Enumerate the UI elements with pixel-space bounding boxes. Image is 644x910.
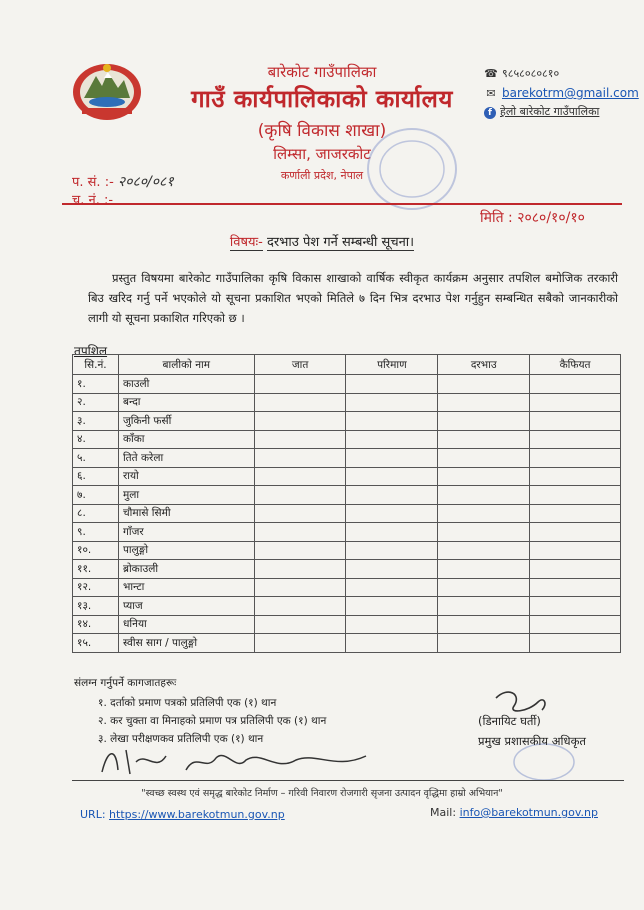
handwritten-note bbox=[96, 742, 386, 782]
phone-contact bbox=[484, 66, 559, 81]
envelope-icon: ✉ bbox=[486, 87, 496, 100]
row-serial: ६. bbox=[73, 467, 119, 486]
empty-cell bbox=[530, 375, 621, 394]
row-serial: ३. bbox=[73, 412, 119, 431]
facebook-link[interactable]: हेलो बारेकोट गाउँपालिका bbox=[500, 105, 600, 118]
table-row bbox=[73, 615, 621, 634]
empty-cell bbox=[530, 615, 621, 634]
row-crop-name: स्वीस साग / पालुङ्गो bbox=[118, 634, 254, 653]
footer-divider bbox=[72, 780, 624, 781]
empty-cell bbox=[530, 504, 621, 523]
office-location: लिम्सा, जाजरकोट bbox=[273, 145, 371, 163]
row-serial: २. bbox=[73, 393, 119, 412]
empty-cell bbox=[346, 467, 438, 486]
row-serial: ८. bbox=[73, 504, 119, 523]
attachment-item: ३. लेखा परीक्षणकव प्रतिलिपी एक (१) थान bbox=[98, 733, 264, 745]
empty-cell bbox=[438, 486, 530, 505]
table-row bbox=[73, 449, 621, 468]
empty-cell bbox=[530, 597, 621, 616]
empty-cell bbox=[254, 615, 346, 634]
empty-cell bbox=[530, 523, 621, 542]
table-row bbox=[73, 504, 621, 523]
row-crop-name: गाँजर bbox=[118, 523, 254, 542]
empty-cell bbox=[438, 541, 530, 560]
empty-cell bbox=[346, 430, 438, 449]
empty-cell bbox=[254, 412, 346, 431]
url-link[interactable]: https://www.barekotmun.gov.np bbox=[109, 808, 285, 821]
empty-cell bbox=[438, 523, 530, 542]
ps-label: प. सं. :- bbox=[72, 175, 114, 190]
website-url[interactable] bbox=[80, 808, 285, 821]
empty-cell bbox=[438, 375, 530, 394]
footer-mail[interactable] bbox=[430, 806, 598, 819]
row-crop-name: काँका bbox=[118, 430, 254, 449]
office-title: गाउँ कार्यपालिकाको कार्यालय bbox=[191, 85, 453, 113]
col-variety: जात bbox=[254, 355, 346, 375]
notice-body: प्रस्तुत विषयमा बारेकोट गाउँपालिका कृषि विकास शाखाको वार्षिक स्वीकृत कार्यक्रम अनुसार तपशिल बमोजिक तरकारी बिउ खरिद गर्नु पर्ने भएकोले यो सूचना प्रकाशित भएको मितिले ७ दिन भित्र दरभाउ पेश गर्नुहुन सम्बन्धित सबैको जानकारीको लागी यो सूचना प्रकाशित गरिएको छ । bbox=[88, 271, 618, 325]
table-row bbox=[73, 634, 621, 653]
phone-icon: ☎ bbox=[484, 67, 498, 80]
row-crop-name: रायो bbox=[118, 467, 254, 486]
row-serial: १०. bbox=[73, 541, 119, 560]
empty-cell bbox=[346, 393, 438, 412]
empty-cell bbox=[530, 486, 621, 505]
table-row bbox=[73, 393, 621, 412]
empty-cell bbox=[438, 393, 530, 412]
notice-date: मिति : २०८०/१०/१० bbox=[480, 210, 585, 226]
empty-cell bbox=[254, 634, 346, 653]
empty-cell bbox=[438, 578, 530, 597]
empty-cell bbox=[254, 541, 346, 560]
table-row bbox=[73, 486, 621, 505]
empty-cell bbox=[438, 467, 530, 486]
attachments-heading: संलग्न गर्नुपर्ने कागजातहरूः bbox=[74, 677, 177, 689]
empty-cell bbox=[254, 578, 346, 597]
empty-cell bbox=[438, 560, 530, 579]
col-quantity: परिमाण bbox=[346, 355, 438, 375]
row-crop-name: तिते करेला bbox=[118, 449, 254, 468]
empty-cell bbox=[346, 597, 438, 616]
items-table bbox=[72, 354, 621, 653]
email-contact[interactable] bbox=[484, 86, 639, 100]
table-header-row bbox=[73, 355, 621, 375]
subject-line bbox=[0, 232, 644, 250]
row-serial: १४. bbox=[73, 615, 119, 634]
empty-cell bbox=[438, 634, 530, 653]
col-serial: सि.नं. bbox=[73, 355, 119, 375]
row-crop-name: जुकिनी फर्सी bbox=[118, 412, 254, 431]
header-divider bbox=[62, 203, 622, 205]
municipality-name: बारेकोट गाउँपालिका bbox=[267, 63, 377, 81]
table-row bbox=[73, 375, 621, 394]
facebook-contact[interactable] bbox=[484, 104, 599, 119]
row-crop-name: प्याज bbox=[118, 597, 254, 616]
empty-cell bbox=[530, 467, 621, 486]
empty-cell bbox=[254, 504, 346, 523]
table-caption: तपशिल bbox=[74, 344, 108, 358]
signatory-title: प्रमुख प्रशासकीय अधिकृत bbox=[478, 734, 586, 748]
empty-cell bbox=[254, 467, 346, 486]
empty-cell bbox=[254, 449, 346, 468]
empty-cell bbox=[346, 412, 438, 431]
col-crop-name: बालीको नाम bbox=[118, 355, 254, 375]
empty-cell bbox=[346, 449, 438, 468]
url-label: URL: bbox=[80, 808, 106, 821]
row-serial: ४. bbox=[73, 430, 119, 449]
facebook-icon: f bbox=[484, 107, 496, 119]
table-row bbox=[73, 523, 621, 542]
empty-cell bbox=[346, 523, 438, 542]
empty-cell bbox=[530, 430, 621, 449]
row-crop-name: पालुङ्गो bbox=[118, 541, 254, 560]
row-crop-name: बन्दा bbox=[118, 393, 254, 412]
empty-cell bbox=[530, 412, 621, 431]
empty-cell bbox=[438, 504, 530, 523]
empty-cell bbox=[530, 634, 621, 653]
subject-text: दरभाउ पेश गर्ने सम्बन्धी सूचना। bbox=[267, 235, 415, 250]
table-row bbox=[73, 467, 621, 486]
empty-cell bbox=[438, 412, 530, 431]
row-serial: १५. bbox=[73, 634, 119, 653]
row-crop-name: ब्रोकाउली bbox=[118, 560, 254, 579]
empty-cell bbox=[438, 449, 530, 468]
row-crop-name: चौमासे सिमी bbox=[118, 504, 254, 523]
empty-cell bbox=[530, 541, 621, 560]
table-row bbox=[73, 412, 621, 431]
branch-name: (कृषि विकास शाखा) bbox=[257, 121, 387, 141]
province-name: कर्णाली प्रदेश, नेपाल bbox=[280, 169, 364, 182]
office-stamp bbox=[350, 124, 460, 214]
empty-cell bbox=[254, 486, 346, 505]
cn-label: च. नं. :- bbox=[72, 193, 114, 208]
row-crop-name: काउली bbox=[118, 375, 254, 394]
row-serial: ५. bbox=[73, 449, 119, 468]
mail-label: Mail: bbox=[430, 806, 457, 819]
empty-cell bbox=[530, 393, 621, 412]
empty-cell bbox=[254, 430, 346, 449]
email-link[interactable]: barekotrm@gmail.com bbox=[502, 86, 639, 100]
empty-cell bbox=[530, 449, 621, 468]
empty-cell bbox=[254, 375, 346, 394]
empty-cell bbox=[346, 578, 438, 597]
footer-slogan: "स्वच्छ स्वस्थ एवं समृद्ध बारेकोट निर्माण – गरिवी निवारण रोजगारी सृजना उत्पादन वृद्धिमा हाम्रो अभियान" bbox=[141, 788, 503, 799]
empty-cell bbox=[346, 486, 438, 505]
row-serial: ७. bbox=[73, 486, 119, 505]
empty-cell bbox=[254, 523, 346, 542]
subject-label: विषयः- bbox=[229, 235, 263, 250]
empty-cell bbox=[346, 560, 438, 579]
mail-link[interactable]: info@barekotmun.gov.np bbox=[459, 806, 598, 819]
empty-cell bbox=[346, 634, 438, 653]
ps-value: २०८०/०८१ bbox=[117, 174, 174, 190]
table-row bbox=[73, 578, 621, 597]
table-row bbox=[73, 541, 621, 560]
row-serial: १२. bbox=[73, 578, 119, 597]
attachment-item: २. कर चुक्ता वा मिनाहको प्रमाण पत्र प्रतिलिपी एक (१) थान bbox=[98, 715, 327, 727]
attachment-item: १. दर्ताको प्रमाण पत्रको प्रतिलिपी एक (१) थान bbox=[98, 697, 277, 709]
empty-cell bbox=[346, 504, 438, 523]
row-serial: ११. bbox=[73, 560, 119, 579]
reference-number bbox=[72, 172, 174, 191]
empty-cell bbox=[530, 560, 621, 579]
row-serial: ९. bbox=[73, 523, 119, 542]
table-row bbox=[73, 597, 621, 616]
empty-cell bbox=[254, 393, 346, 412]
empty-cell bbox=[438, 597, 530, 616]
row-serial: १. bbox=[73, 375, 119, 394]
row-crop-name: मुला bbox=[118, 486, 254, 505]
row-crop-name: धनिया bbox=[118, 615, 254, 634]
row-serial: १३. bbox=[73, 597, 119, 616]
empty-cell bbox=[438, 430, 530, 449]
empty-cell bbox=[346, 541, 438, 560]
empty-cell bbox=[438, 615, 530, 634]
dispatch-number bbox=[72, 190, 113, 208]
col-rate: दरभाउ bbox=[438, 355, 530, 375]
row-crop-name: भान्टा bbox=[118, 578, 254, 597]
empty-cell bbox=[254, 560, 346, 579]
empty-cell bbox=[346, 615, 438, 634]
table-row bbox=[73, 560, 621, 579]
empty-cell bbox=[254, 597, 346, 616]
phone-number: ९८५८०८०८१० bbox=[502, 67, 560, 80]
table-row bbox=[73, 430, 621, 449]
empty-cell bbox=[346, 375, 438, 394]
signatory-name: (डिनायिट घर्ती) bbox=[478, 714, 541, 728]
col-remarks: कैफियत bbox=[530, 355, 621, 375]
empty-cell bbox=[530, 578, 621, 597]
